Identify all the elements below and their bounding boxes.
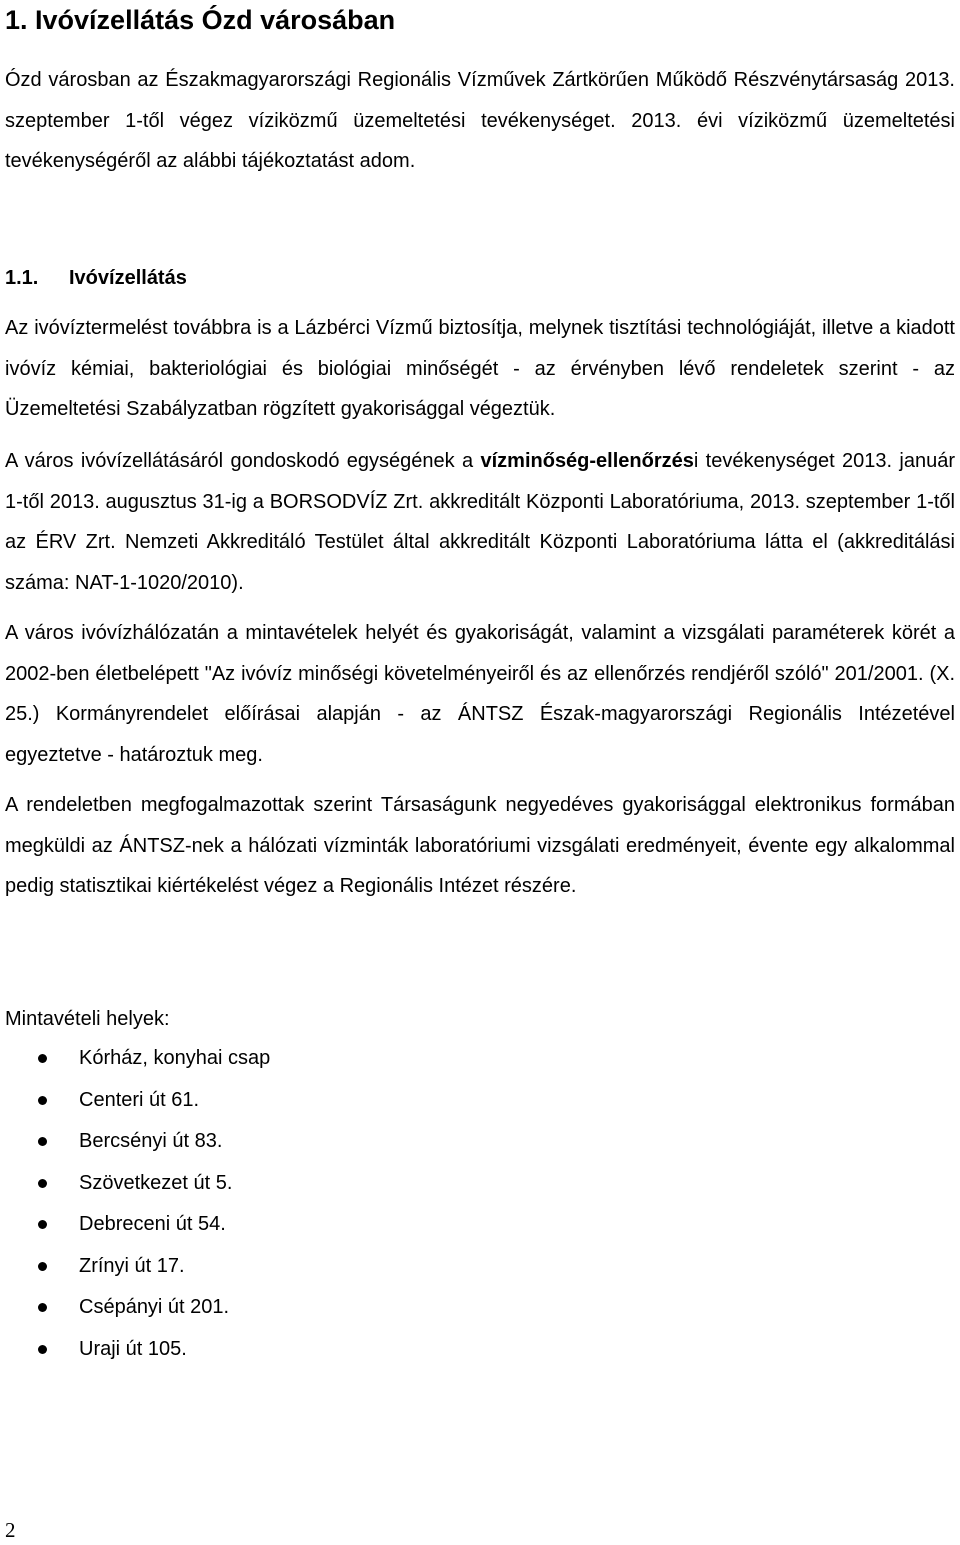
bullet-icon (38, 1137, 47, 1146)
list-item-label: Uraji út 105. (79, 1337, 187, 1360)
list-item (5, 1329, 270, 1371)
list-item (5, 1246, 270, 1288)
intro-paragraph: Ózd városban az Északmagyarországi Regionális Vízművek Zártkörűen Működő Részvénytársaság 2013. szeptember 1-től végez víziközmű üzemeltetési tevékenységet. 2013. évi víziközmű üzemeltetési tevékenységéről az alábbi tájékoztatást adom. (5, 69, 955, 172)
chapter-heading: 1. Ivóvízellátás Ózd városában (5, 5, 396, 35)
bullet-icon (38, 1220, 47, 1229)
list-item (5, 1287, 270, 1329)
list-item-label: Debreceni út 54. (79, 1213, 226, 1235)
section-number: 1.1. (5, 267, 39, 289)
document-page (5, 0, 955, 1545)
section-title: Ivóvízellátás (69, 267, 187, 289)
paragraph-quality-control-bold: vízminőség-ellenőrzés (480, 450, 694, 472)
list-item-label: Kórház, konyhai csap (79, 1047, 271, 1069)
page-number: 2 (5, 1518, 16, 1542)
bullet-icon (38, 1096, 47, 1105)
list-item-label: Csépányi út 201. (79, 1296, 230, 1318)
list-item-label: Zrínyi út 17. (79, 1254, 185, 1277)
paragraph-reporting: A rendeletben megfogalmazottak szerint Társaságunk negyedéves gyakorisággal elektronikus formában megküldi az ÁNTSZ-nek a hálózati vízminták laboratóriumi vizsgálati eredményeit, évente egy alkalommal pedig statisztikai kiértékelést végez a Regionális Intézet részére. (5, 794, 955, 898)
list-item-label: Szövetkezet út 5. (79, 1171, 233, 1194)
list-item (5, 1204, 270, 1246)
paragraph-quality-control-part1: A város ivóvízellátásáról gondoskodó egységének a (5, 450, 481, 472)
paragraph-water-production: Az ivóvíztermelést továbbra is a Lázbérci Vízmű biztosítja, melynek tisztítási technológiáját, illetve a kiadott ivóvíz kémiai, bakteriológiai és biológiai minőségét - az érvényben lévő rendeletek szerint - az Üzemeltetési Szabályzatban rögzített gyakorisággal végeztük. (5, 317, 955, 420)
bullet-icon (38, 1303, 47, 1312)
paragraph-quality-control-part2: i tevékenységet 2013. január 1-től 2013. augusztus 31-ig a BORSODVÍZ Zrt. akkreditált Központi Laboratóriuma, 2013. szeptember 1-től az ÉRV Zrt. Nemzeti Akkreditáló Testület által akkreditált Központi Laboratóriuma látta el (akkreditálási száma: NAT-1-1020/2010). (5, 450, 955, 595)
list-item-label: Bercsényi út 83. (79, 1130, 223, 1152)
list-item (5, 1163, 270, 1205)
bullet-icon (38, 1054, 47, 1063)
list-item-label: Centeri út 61. (79, 1088, 200, 1111)
paragraph-sampling-network: A város ivóvízhálózatán a mintavételek helyét és gyakoriságát, valamint a vizsgálati paraméterek körét a 2002-ben életbelépett "Az ivóvíz minőségi követelményeiről és az ellenőrzés rendjéről szóló" 201/2001. (X. 25.) Kormányrendelet előírásai alapján - az ÁNTSZ Észak-magyarországi Regionális Intézetével egyeztetve - határoztuk meg. (5, 622, 955, 767)
sampling-places-label: Mintavételi helyek: (5, 1008, 170, 1030)
bullet-icon (38, 1179, 47, 1188)
bullet-icon (38, 1262, 47, 1271)
sampling-places-list (5, 1038, 270, 1370)
section-heading (5, 262, 187, 294)
list-item (5, 1080, 270, 1122)
paragraph-quality-control (5, 441, 955, 604)
bullet-icon (38, 1345, 47, 1354)
list-item (5, 1121, 270, 1163)
list-item (5, 1038, 270, 1080)
